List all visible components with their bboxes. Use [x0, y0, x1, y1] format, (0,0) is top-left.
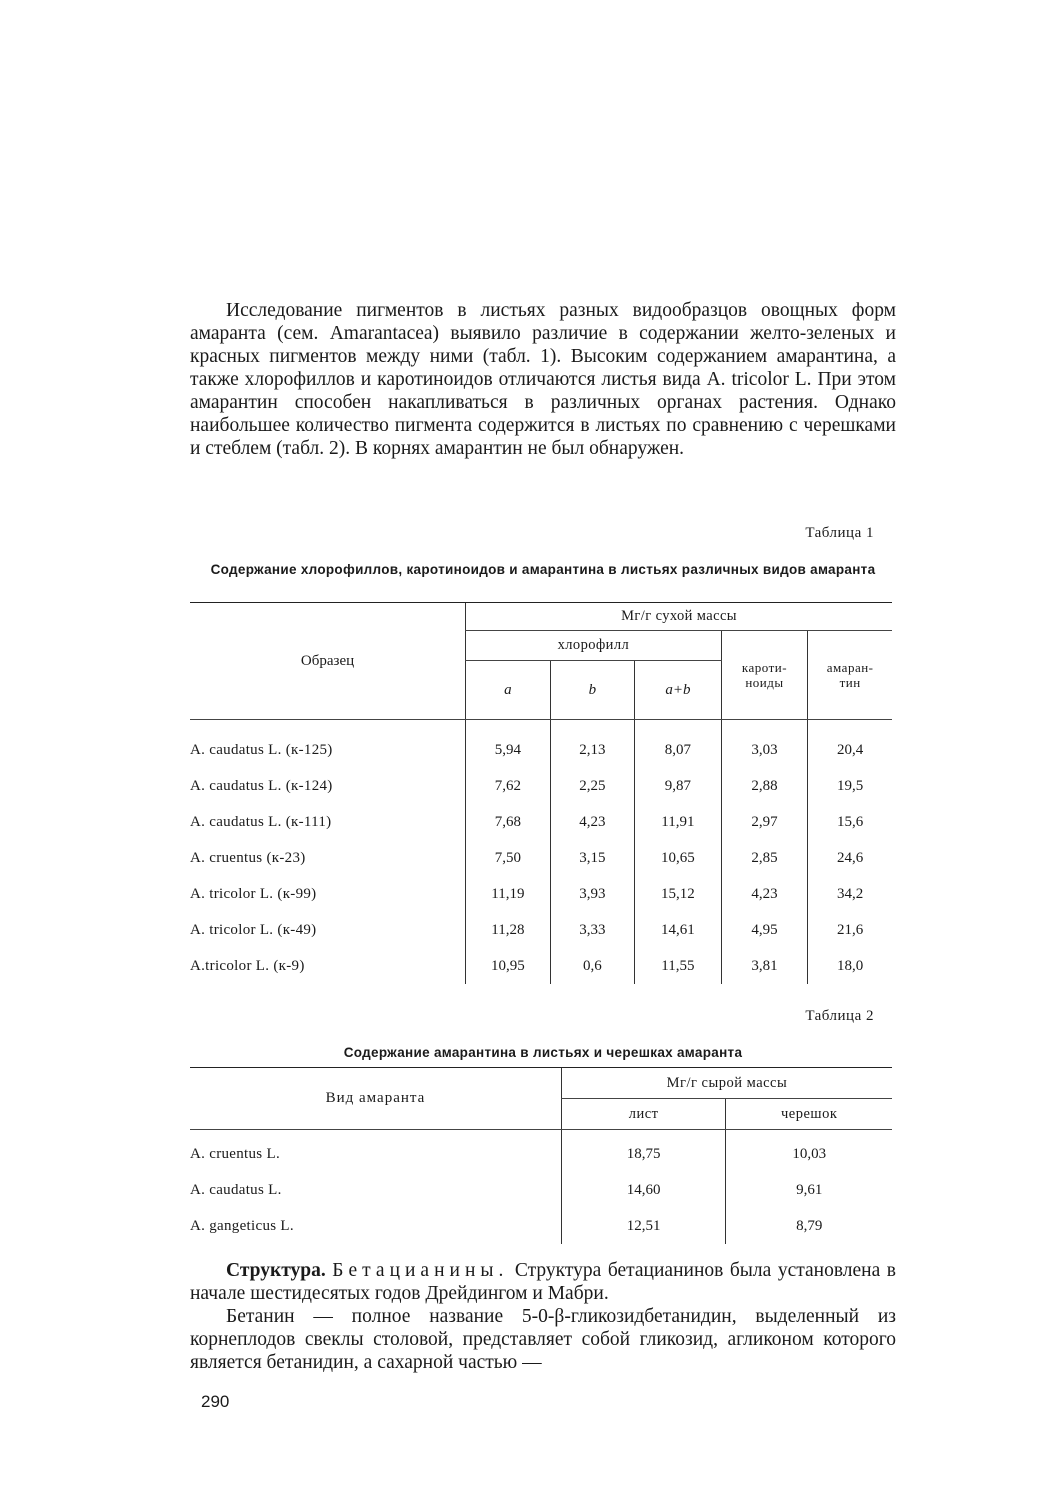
table2-header-species: Вид амаранта: [190, 1068, 561, 1130]
page-number: 290: [201, 1392, 230, 1411]
table1-cell-ab: 11,55: [635, 948, 722, 984]
table1-cell-a: 7,50: [466, 840, 551, 876]
table1-cell-a: 11,19: [466, 876, 551, 912]
table1-header-group: Мг/г сухой массы: [466, 603, 892, 631]
table2-label: Таблица 2: [805, 1008, 874, 1024]
table2-caption: Содержание амарантина в листьях и черешках амаранта: [343, 1045, 743, 1060]
table1-cell-ab: 14,61: [635, 912, 722, 948]
table2-cell-name: A. gangeticus L.: [190, 1217, 294, 1234]
table2-cell-leaf: 18,75: [561, 1130, 726, 1173]
table1-header-ab: a+b: [635, 661, 722, 720]
table1-cell-carotenoids: 4,95: [721, 912, 808, 948]
table1-cell-ab: 11,91: [635, 804, 722, 840]
table1-caption: Содержание хлорофиллов, каротиноидов и амарантина в листьях различных видов амаранта: [210, 562, 876, 577]
table1-cell-ab: 15,12: [635, 876, 722, 912]
structure-paragraph-1: [190, 1259, 896, 1305]
table1-cell-a: 5,94: [466, 720, 551, 769]
table1-cell-b: 4,23: [550, 804, 634, 840]
table1-cell-carotenoids: 2,97: [721, 804, 808, 840]
table1-header-sample: Образец: [190, 603, 466, 720]
table1-cell-carotenoids: 3,81: [721, 948, 808, 984]
table1-cell-amaranthin: 34,2: [808, 876, 892, 912]
table1-header-amaranthin: амаран- тин: [808, 631, 892, 720]
table1-cell-carotenoids: 2,88: [721, 768, 808, 804]
table1-cell-b: 2,25: [550, 768, 634, 804]
table1-cell-amaranthin: 20,4: [808, 720, 892, 769]
table1-cell-name: A. caudatus L. (к-124): [190, 777, 333, 794]
table2-cell-name: A. cruentus L.: [190, 1145, 281, 1162]
table2-cell-leaf: 12,51: [561, 1208, 726, 1244]
table1-cell-name: A.tricolor L. (к-9): [190, 957, 305, 974]
structure-text-1: Структура бетацианинов была установлена в начале шестидесятых годов Дрейдингом и Мабри.: [190, 1260, 896, 1304]
table1-cell-name: A. tricolor L. (к-49): [190, 921, 317, 938]
table-row: [190, 1130, 892, 1173]
table2-header-group: Мг/г сырой массы: [561, 1068, 892, 1099]
table1-cell-amaranthin: 15,6: [808, 804, 892, 840]
table1-cell-name: A. tricolor L. (к-99): [190, 885, 317, 902]
table-row: [190, 876, 892, 912]
table1-cell-carotenoids: 3,03: [721, 720, 808, 769]
table2: [190, 1067, 892, 1244]
table1-cell-amaranthin: 19,5: [808, 768, 892, 804]
table1-cell-b: 3,93: [550, 876, 634, 912]
table1-cell-b: 3,33: [550, 912, 634, 948]
table-row: [190, 1208, 892, 1244]
structure-paragraph-2: Бетанин — полное название 5-0-β-гликозидбетанидин, выделенный из корнеплодов свеклы столовой, представляет собой гликозид, агликоном которого является бетанидин, а сахарной частью —: [190, 1306, 896, 1373]
table1-header-carotenoids: кароти- ноиды: [721, 631, 808, 720]
table1-cell-amaranthin: 18,0: [808, 948, 892, 984]
table1-label: Таблица 1: [805, 525, 874, 541]
table-row: [190, 1172, 892, 1208]
table-row: [190, 720, 892, 769]
table1-header-b: b: [550, 661, 634, 720]
table2-cell-petiole: 10,03: [726, 1130, 892, 1173]
table1-cell-carotenoids: 2,85: [721, 840, 808, 876]
table1-cell-ab: 9,87: [635, 768, 722, 804]
section-subheading: Бетацианины.: [332, 1260, 509, 1281]
table1-cell-a: 7,68: [466, 804, 551, 840]
table1-cell-name: A. caudatus L. (к-111): [190, 813, 332, 830]
table1-cell-amaranthin: 24,6: [808, 840, 892, 876]
table2-cell-petiole: 9,61: [726, 1172, 892, 1208]
table-row: [190, 948, 892, 984]
section-heading: Структура.: [226, 1260, 326, 1281]
table-row: [190, 804, 892, 840]
intro-paragraph: Исследование пигментов в листьях разных видообразцов овощных форм амаранта (сем. Amarantacea) выявило различие в содержании желто-зеленых и красных пигментов между ними (табл. 1). Высоким содержанием амарантина, а также хлорофиллов и каротиноидов отличаются листья вида A. tricolor L. При этом амарантин способен накапливаться в различных органах растения. Однако наибольшее количество пигмента содержится в листьях по сравнению с черешками и стеблем (табл. 2). В корнях амарантин не был обнаружен.: [190, 300, 896, 459]
table1-cell-name: A. cruentus (к-23): [190, 849, 306, 866]
table1-cell-name: A. caudatus L. (к-125): [190, 741, 333, 758]
table2-cell-name: A. caudatus L.: [190, 1181, 282, 1198]
table1-cell-a: 11,28: [466, 912, 551, 948]
table2-header-petiole: черешок: [726, 1099, 892, 1130]
table1-cell-a: 10,95: [466, 948, 551, 984]
table2-cell-leaf: 14,60: [561, 1172, 726, 1208]
table-row: [190, 840, 892, 876]
table1-header-chlorophyll: хлорофилл: [466, 631, 722, 661]
table1-cell-b: 3,15: [550, 840, 634, 876]
table-row: [190, 912, 892, 948]
table1: [190, 602, 892, 984]
table1-cell-amaranthin: 21,6: [808, 912, 892, 948]
table1-header-a: a: [466, 661, 551, 720]
table1-cell-b: 0,6: [550, 948, 634, 984]
table1-cell-b: 2,13: [550, 720, 634, 769]
table1-cell-ab: 10,65: [635, 840, 722, 876]
table1-cell-ab: 8,07: [635, 720, 722, 769]
structure-section: [190, 1259, 896, 1374]
table1-cell-a: 7,62: [466, 768, 551, 804]
table1-cell-carotenoids: 4,23: [721, 876, 808, 912]
table2-header-leaf: лист: [561, 1099, 726, 1130]
table-row: [190, 768, 892, 804]
table2-cell-petiole: 8,79: [726, 1208, 892, 1244]
